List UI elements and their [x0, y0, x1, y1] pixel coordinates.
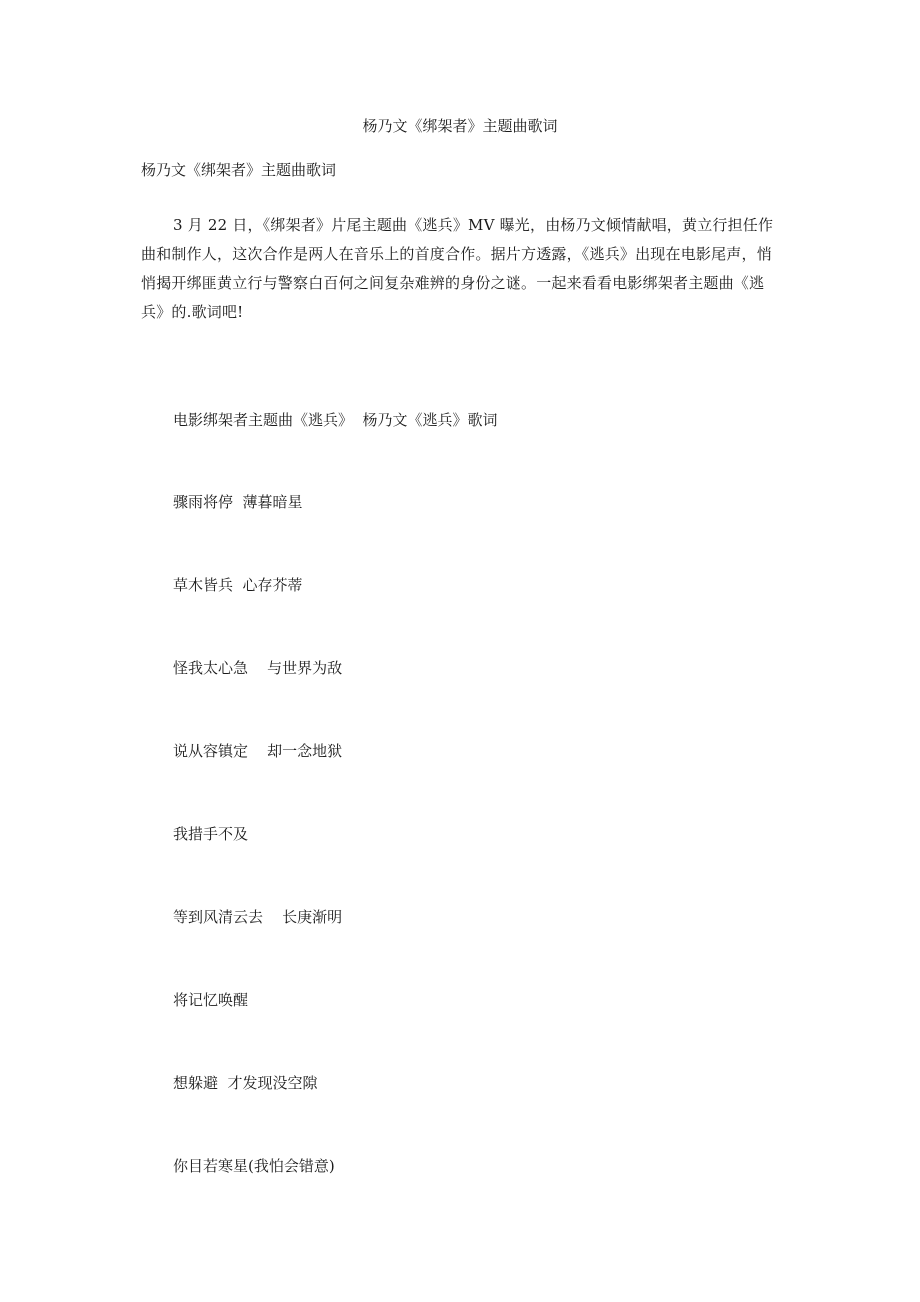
- lyrics-heading: 电影绑架者主题曲《逃兵》 杨乃文《逃兵》歌词: [173, 411, 498, 429]
- lyric-line: 你目若寒星(我怕会错意): [173, 1157, 335, 1175]
- lyric-line: 我措手不及: [173, 825, 249, 843]
- lyric-line: 草木皆兵 心存芥蒂: [173, 576, 303, 594]
- lyric-line: 怪我太心急 与世界为敌: [173, 659, 343, 677]
- article-heading: 杨乃文《绑架者》主题曲歌词: [141, 161, 337, 179]
- lyric-line: 想躲避 才发现没空隙: [173, 1074, 318, 1092]
- page-title: 杨乃文《绑架者》主题曲歌词: [362, 117, 558, 135]
- lyric-line: 说从容镇定 却一念地狱: [173, 742, 343, 760]
- lyric-line: 将记忆唤醒: [173, 991, 249, 1009]
- lyric-line: 骤雨将停 薄暮暗星: [173, 493, 303, 511]
- intro-paragraph: 3 月 22 日，《绑架者》片尾主题曲《逃兵》MV 曝光，由杨乃文倾情献唱，黄立行担任作曲和制作人，这次合作是两人在音乐上的首度合作。据片方透露，《逃兵》出现在电影尾声，悄悄揭开绑匪黄立行与警察白百何之间复杂难辨的身份之谜。一起来看看电影绑架者主题曲《逃兵》的.歌词吧!: [141, 216, 774, 321]
- lyric-line: 等到风清云去 长庚渐明: [173, 908, 343, 926]
